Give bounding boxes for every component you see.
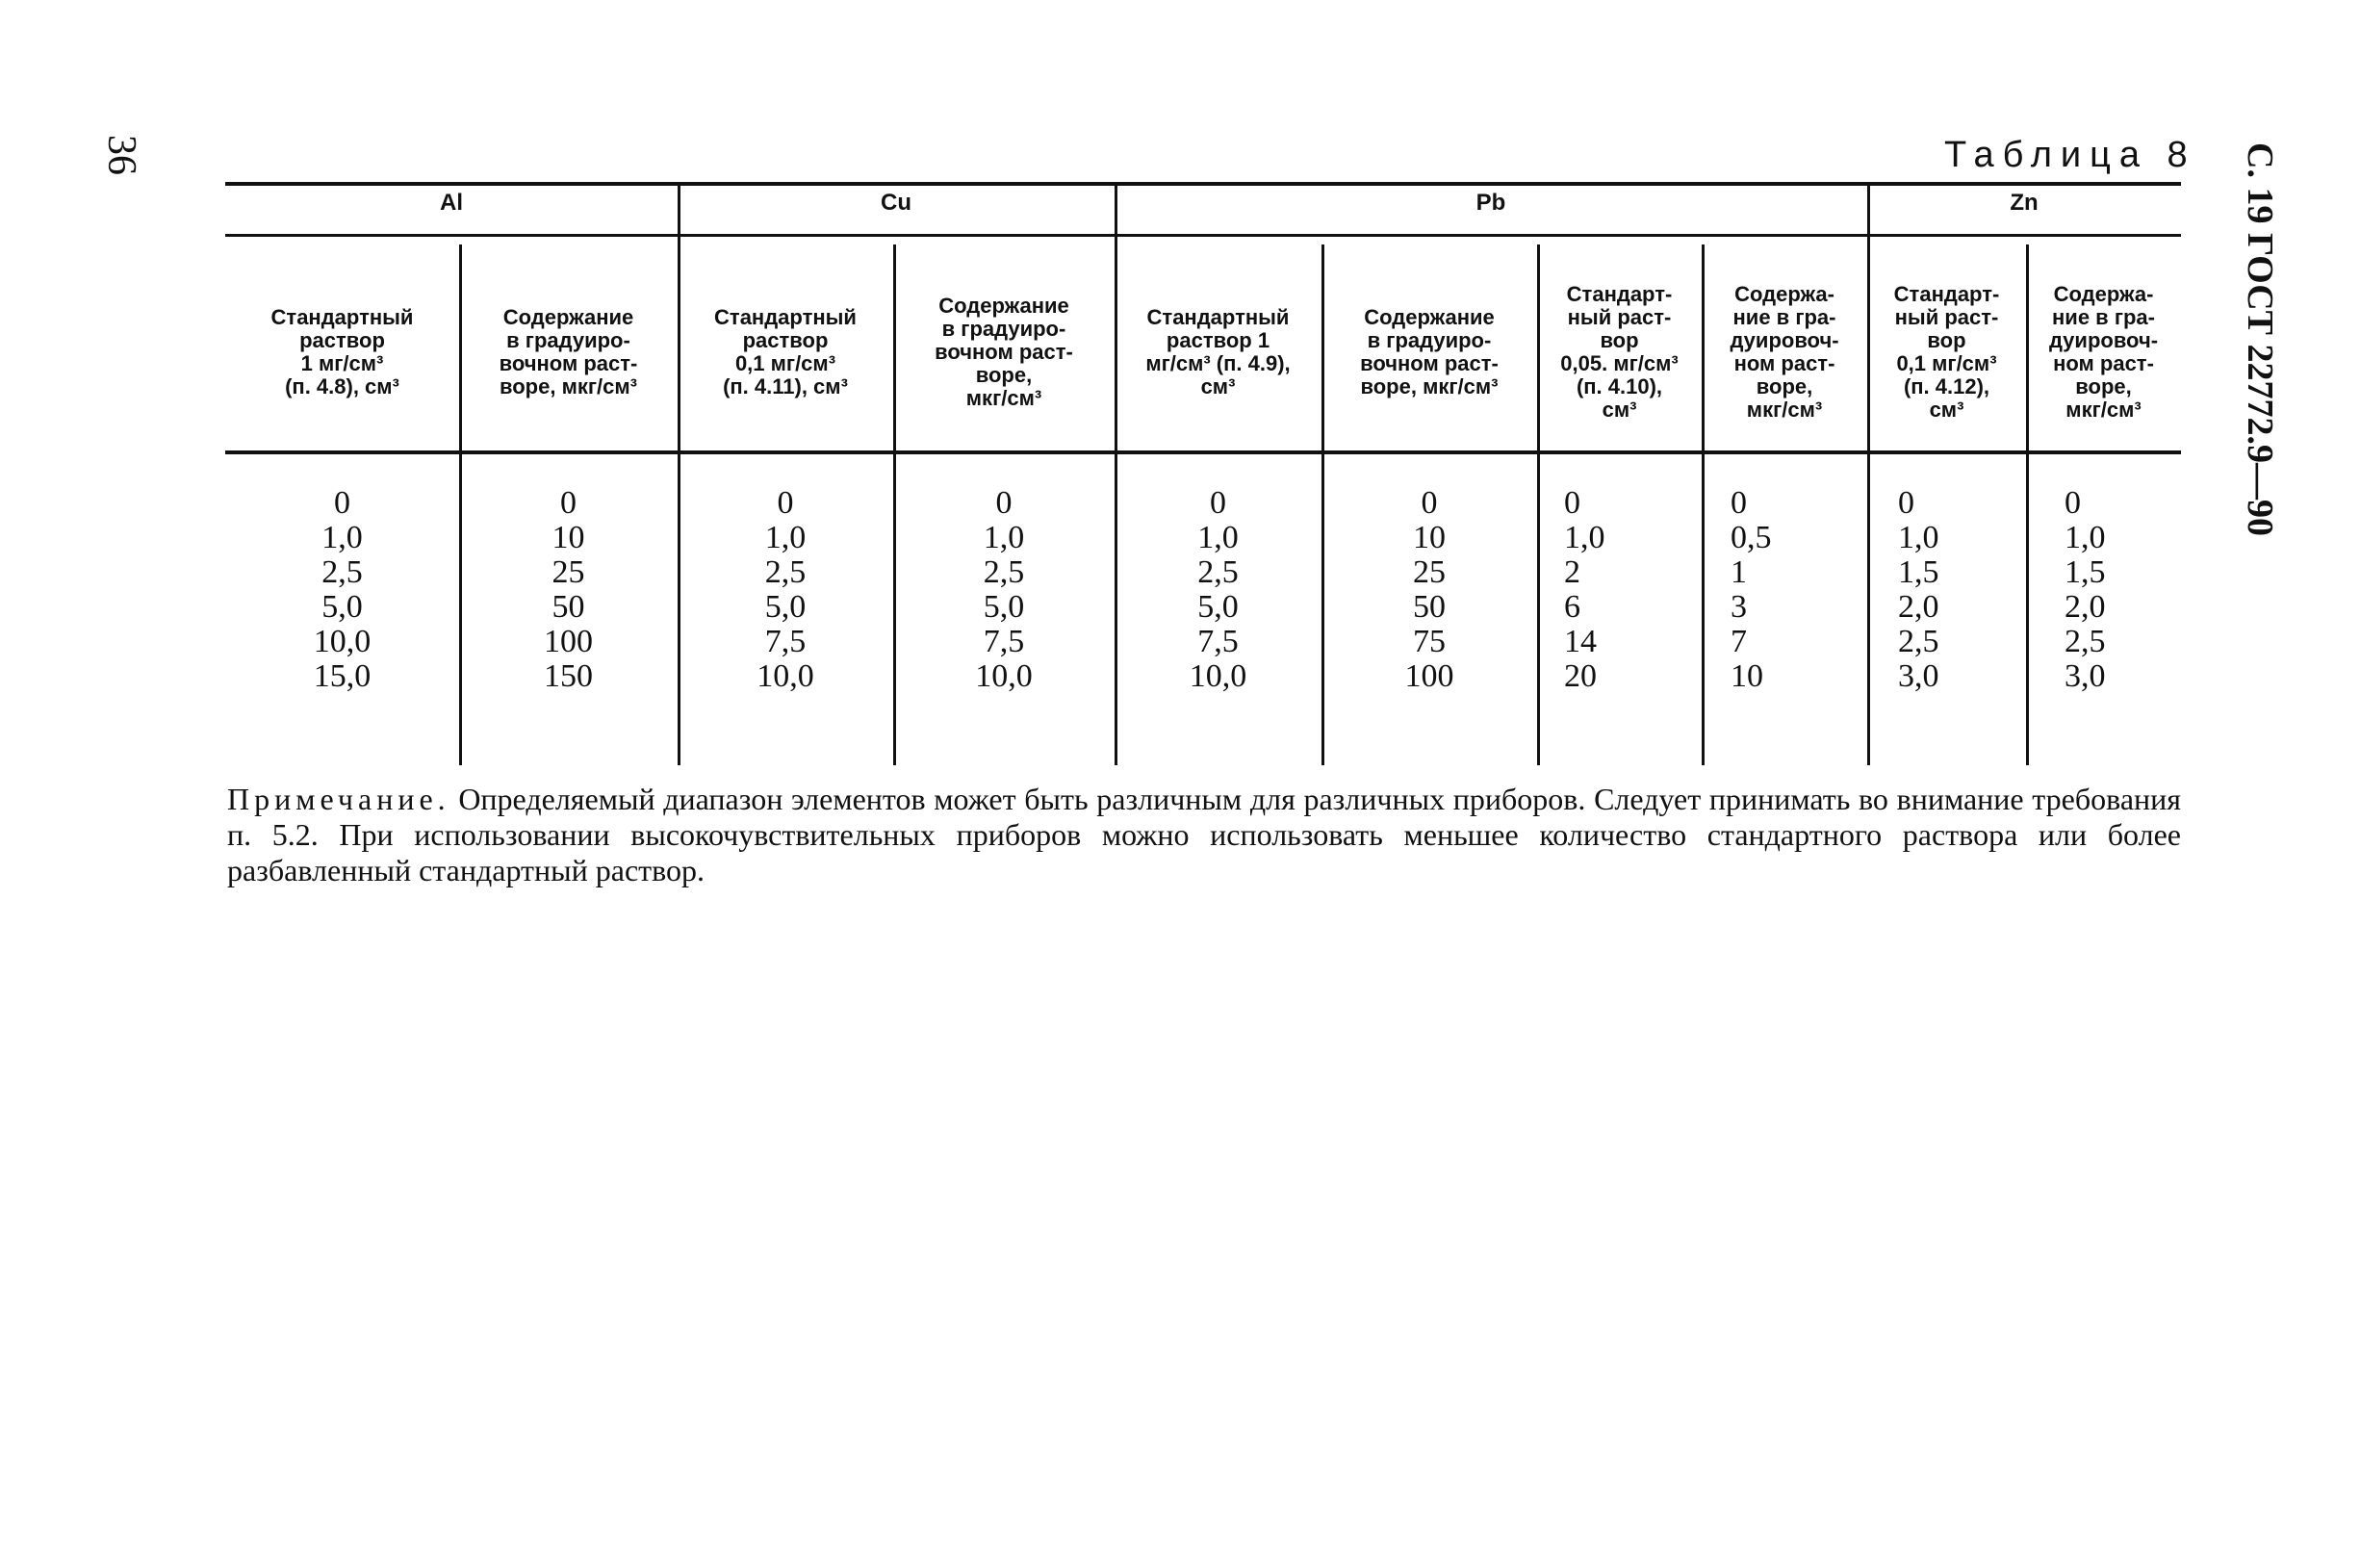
table-cell: 1 bbox=[1731, 554, 1747, 590]
table-cell: 1,0 bbox=[1197, 520, 1239, 555]
column-header: Содержание в градуиро- вочном раст- воре, мкг/см³ bbox=[499, 305, 638, 398]
table-cell: 6 bbox=[1564, 589, 1580, 625]
column-header: Содержание в градуиро- вочном раст- воре, мкг/см³ bbox=[935, 294, 1073, 410]
table-cell: 1,0 bbox=[1564, 520, 1605, 555]
table-cell: 100 bbox=[1404, 658, 1454, 694]
table-column bbox=[1537, 486, 1702, 694]
table-cell: 1,0 bbox=[983, 520, 1025, 555]
table-cell: 10,0 bbox=[313, 624, 372, 659]
table-cell: 1,0 bbox=[2065, 520, 2106, 555]
column-header: Стандарт- ный раст- вор 0,1 мг/см³ (п. 4.12), см³ bbox=[1893, 282, 2000, 422]
note-text: Определяемый диапазон элементов может быть различным для различных приборов. Следует принимать во внимание требования п. 5.2. При использовании высокочувствительных приборов можно использовать меньшее количество стандартного раствора или более разбавленный стандартный раствор. bbox=[227, 782, 2182, 887]
table-cell: 0 bbox=[334, 485, 350, 521]
table-cell: 14 bbox=[1564, 624, 1597, 659]
table-cell: 7,5 bbox=[764, 624, 807, 659]
table-cell: 2,5 bbox=[2065, 624, 2106, 659]
column-header: Стандартный раствор 0,1 мг/см³ (п. 4.11), см³ bbox=[714, 305, 857, 398]
table-cell: 10 bbox=[1731, 658, 1763, 694]
table-cell: 7,5 bbox=[983, 624, 1025, 659]
table-cell: 0 bbox=[1421, 485, 1438, 521]
table-cell: 2 bbox=[1564, 554, 1580, 590]
table-cell: 2,0 bbox=[1898, 589, 1939, 625]
table-title: Таблица 8 bbox=[1944, 135, 2196, 175]
table-cell: 10,0 bbox=[975, 658, 1033, 694]
column-header: Содержание в градуиро- вочном раст- воре, мкг/см³ bbox=[1360, 305, 1499, 398]
note-label: Примечание. bbox=[227, 782, 450, 816]
column-header: Стандартный раствор 1 мг/см³ (п. 4.9), см³ bbox=[1145, 305, 1291, 398]
table-cell: 25 bbox=[1413, 554, 1446, 590]
table-cell: 0 bbox=[777, 485, 794, 521]
column-header: Стандарт- ный раст- вор 0,05. мг/см³ (п. 4.10), см³ bbox=[1560, 282, 1679, 422]
table-cell: 20 bbox=[1564, 658, 1597, 694]
table-cell: 0 bbox=[560, 485, 577, 521]
table-cell: 50 bbox=[552, 589, 585, 625]
table-cell: 1,0 bbox=[1898, 520, 1939, 555]
table-cell: 2,5 bbox=[1898, 624, 1939, 659]
table-cell: 2,5 bbox=[764, 554, 807, 590]
table-cell: 0 bbox=[1210, 485, 1226, 521]
group-pb: Pb bbox=[1475, 190, 1506, 216]
data-table bbox=[225, 182, 2181, 765]
table-cell: 0,5 bbox=[1731, 520, 1772, 555]
table-cell: 15,0 bbox=[313, 658, 372, 694]
table-cell: 1,5 bbox=[2065, 554, 2106, 590]
table-cell: 2,0 bbox=[2065, 589, 2106, 625]
table-cell: 2,5 bbox=[1197, 554, 1239, 590]
table-cell: 10,0 bbox=[1189, 658, 1247, 694]
table-column bbox=[1115, 486, 1321, 694]
table-cell: 3 bbox=[1731, 589, 1747, 625]
table-cell: 25 bbox=[552, 554, 585, 590]
table-cell: 1,5 bbox=[1898, 554, 1939, 590]
table-cell: 5,0 bbox=[321, 589, 363, 625]
table-cell: 5,0 bbox=[764, 589, 807, 625]
table-cell: 10 bbox=[552, 520, 585, 555]
table-cell: 3,0 bbox=[2065, 658, 2106, 694]
group-zn: Zn bbox=[2010, 190, 2039, 216]
table-cell: 10 bbox=[1413, 520, 1446, 555]
table-cell: 1,0 bbox=[764, 520, 807, 555]
group-header-rule bbox=[225, 234, 2181, 237]
table-cell: 100 bbox=[544, 624, 593, 659]
table-column bbox=[2026, 486, 2181, 694]
table-column bbox=[893, 486, 1115, 694]
table-cell: 0 bbox=[1564, 485, 1580, 521]
table-column bbox=[678, 486, 893, 694]
table-cell: 5,0 bbox=[1197, 589, 1239, 625]
table-cell: 0 bbox=[995, 485, 1013, 521]
column-header: Содержа- ние в гра- дуировоч- ном раст- воре, мкг/см³ bbox=[2048, 282, 2159, 422]
column-header-rule bbox=[225, 450, 2181, 454]
table-cell: 75 bbox=[1413, 624, 1446, 659]
table-column bbox=[225, 486, 459, 694]
column-header: Стандартный раствор 1 мг/см³ (п. 4.8), см³ bbox=[270, 305, 414, 398]
table-cell: 2,5 bbox=[983, 554, 1025, 590]
table-cell: 0 bbox=[1731, 485, 1747, 521]
table-cell: 5,0 bbox=[983, 589, 1025, 625]
table-cell: 1,0 bbox=[321, 520, 363, 555]
document-code-header: С. 19 ГОСТ 22772.9—90 bbox=[2240, 142, 2280, 536]
table-column bbox=[1702, 486, 1867, 694]
table-cell: 50 bbox=[1413, 589, 1446, 625]
table-cell: 10,0 bbox=[757, 658, 814, 694]
table-cell: 7 bbox=[1731, 624, 1747, 659]
table-cell: 7,5 bbox=[1197, 624, 1239, 659]
column-header: Содержа- ние в гра- дуировоч- ном раст- воре, мкг/см³ bbox=[1730, 282, 1839, 422]
group-al: Al bbox=[440, 190, 463, 216]
table-column bbox=[1867, 486, 2026, 694]
table-note bbox=[227, 782, 2181, 888]
table-cell: 3,0 bbox=[1898, 658, 1939, 694]
group-cu: Cu bbox=[881, 190, 911, 216]
table-top-rule bbox=[225, 182, 2181, 186]
table-cell: 0 bbox=[2065, 485, 2081, 521]
table-column bbox=[459, 486, 678, 694]
page-number: 36 bbox=[99, 135, 143, 175]
table-cell: 0 bbox=[1898, 485, 1914, 521]
table-cell: 150 bbox=[544, 658, 593, 694]
table-column bbox=[1321, 486, 1537, 694]
table-cell: 2,5 bbox=[321, 554, 363, 590]
